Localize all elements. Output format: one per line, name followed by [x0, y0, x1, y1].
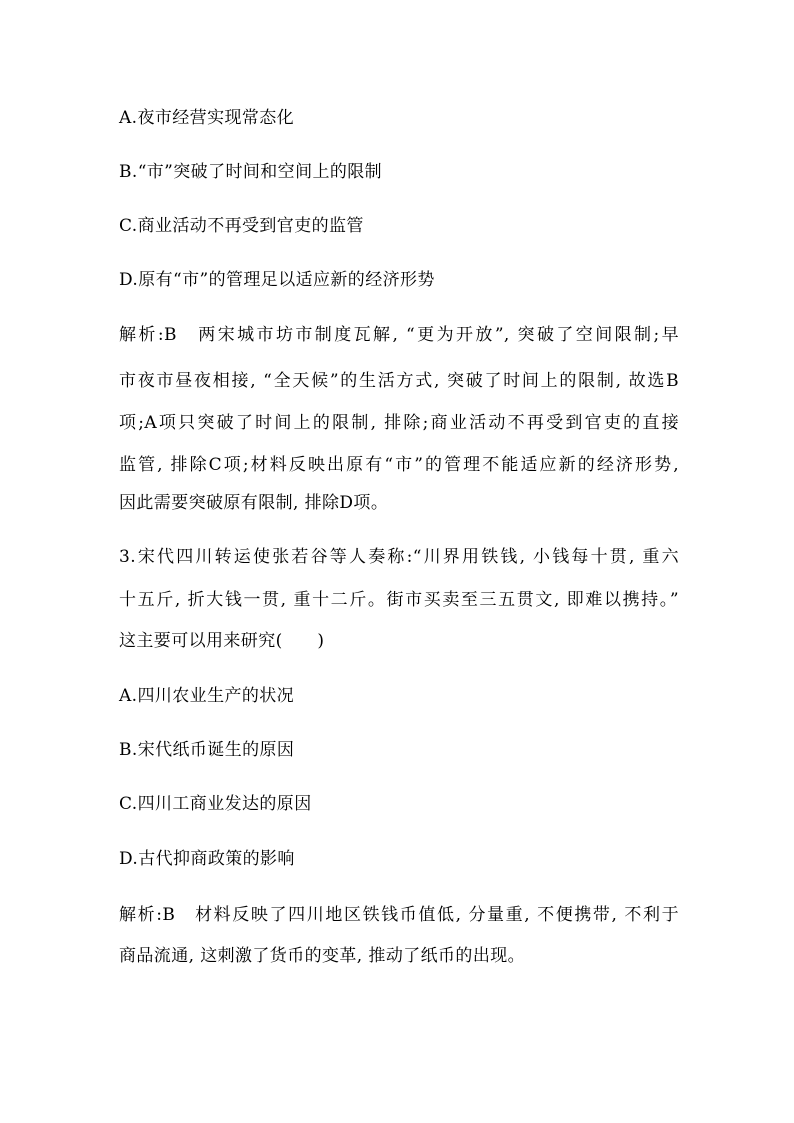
- q3-option-c: C.四川工商业发达的原因: [119, 794, 312, 814]
- q3-stem-line: 3.宋代四川转运使张若谷等人奏称:“川界用铁钱, 小钱每十贯, 重六: [119, 547, 679, 567]
- q2-analysis-line: 市夜市昼夜相接, “全天候”的生活方式, 突破了时间上的限制, 故选B: [119, 371, 679, 391]
- q2-analysis-line: 监管, 排除C项;材料反映出原有“市”的管理不能适应新的经济形势,: [119, 455, 679, 475]
- q2-option-d: D.原有“市”的管理足以适应新的经济形势: [119, 270, 435, 290]
- q2-analysis-line: 因此需要突破原有限制, 排除D项。: [119, 493, 389, 513]
- q2-option-b: B.“市”突破了时间和空间上的限制: [119, 162, 383, 182]
- q3-option-b: B.宋代纸币诞生的原因: [119, 740, 295, 760]
- q2-analysis-line: 项;A项只突破了时间上的限制, 排除;商业活动不再受到官吏的直接: [119, 413, 679, 433]
- q2-analysis-line: 解析:B 两宋城市坊市制度瓦解, “更为开放”, 突破了空间限制;早: [119, 325, 679, 345]
- q3-option-d: D.古代抑商政策的影响: [119, 849, 295, 869]
- q3-stem-line: 十五斤, 折大钱一贯, 重十二斤。街市买卖至三五贯文, 即难以携持。”: [119, 590, 679, 610]
- q2-option-c: C.商业活动不再受到官吏的监管: [119, 216, 364, 236]
- q3-analysis-line: 商品流通, 这刺激了货币的变革, 推动了纸币的出现。: [119, 946, 526, 966]
- q3-stem-line: 这主要可以用来研究( ): [119, 631, 325, 651]
- q2-option-a: A.夜市经营实现常态化: [119, 108, 295, 128]
- q3-option-a: A.四川农业生产的状况: [119, 686, 295, 706]
- q3-analysis-line: 解析:B 材料反映了四川地区铁钱币值低, 分量重, 不便携带, 不利于: [119, 905, 679, 925]
